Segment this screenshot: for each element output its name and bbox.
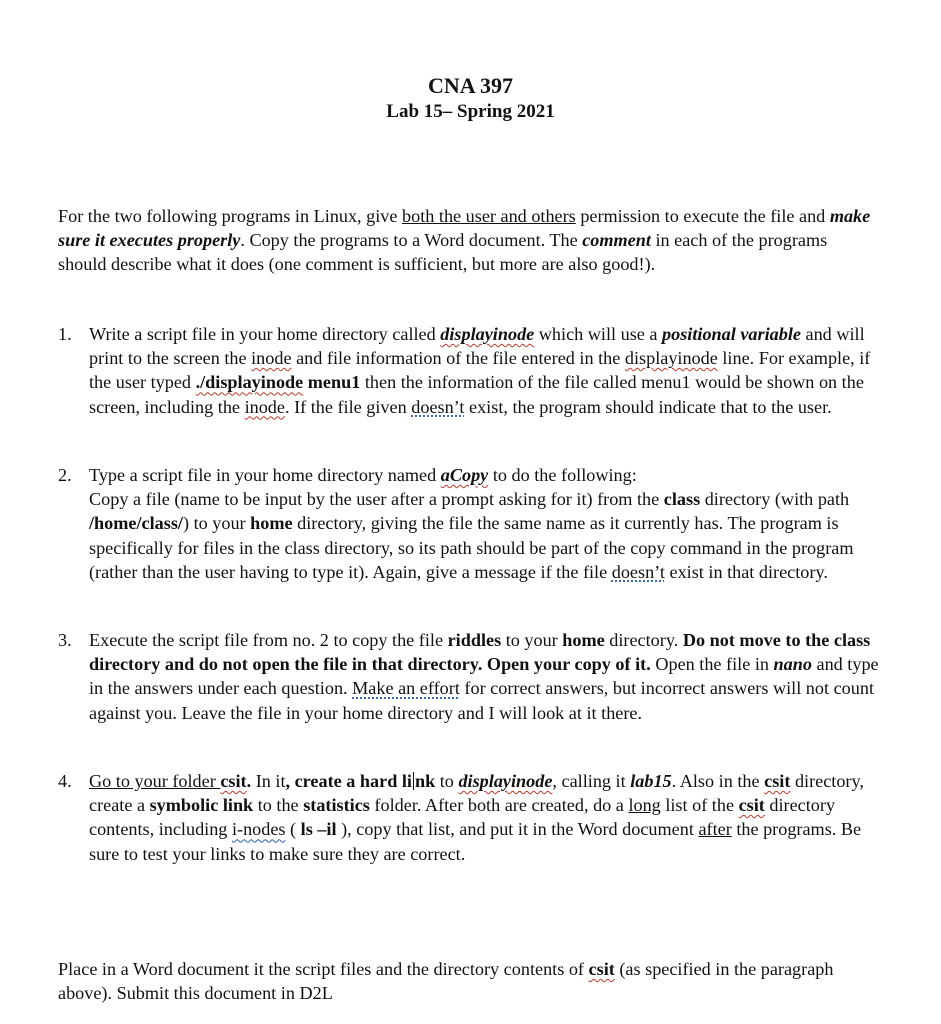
- intro-paragraph: [58, 204, 878, 277]
- intro-emphasis-text: comment: [582, 230, 651, 251]
- lab-title: Lab 15– Spring 2021: [386, 101, 555, 122]
- intro-underlined-text: both the user and others: [402, 206, 576, 226]
- list-number: 4.: [58, 771, 72, 791]
- intro-text: permission to execute the file and: [575, 206, 830, 226]
- list-number: 1.: [58, 324, 72, 344]
- list-item-text: Go to your folder csit. In it, create a hard li nk to displayinode, calling it lab15. Also in the csit directory, create a symbolic link to the statistics folder. After both are created, do a long list of the csit directory contents, including i-nodes ( ls –il ), copy that list, and put it in the Word document after the programs. Be sure to test your links to make sure they are correct.: [89, 771, 864, 864]
- list-item-text: Execute the script file from no. 2 to copy the file riddles to your home directory. Do not move to the class directory and do not open the file in that directory. Open your copy of it. Open the file in nano and type in the answers under each question. Make an effort for correct answers, but incorrect answers will not count against you. Leave the file in your home directory and I will look at it there.: [89, 630, 879, 723]
- list-item-text: Type a script file in your home directory named aCopy to do the following: Copy a file (name to be input by the user after a prompt asking for it) from the class directory (with path /home/class/) to your home directory, giving the file the same name as it currently has. The program is specifically for files in the class directory, so its path should be part of the copy command in the program (rather than the user having to type it). Again, give a message if the file doesn’t exist in that directory.: [89, 465, 854, 582]
- list-item-text: Write a script file in your home directory called displayinode which will use a positional variable and will print to the screen the inode and file information of the file entered in the displayinode line. For example, if the user typed ./displayinode menu1 then the information of the file called menu1 would be shown on the screen, including the inode. If the file given doesn’t exist, the program should indicate that to the user.: [89, 324, 871, 417]
- footer-paragraph: Place in a Word document it the script files and the directory contents of csit (as specified in the paragraph above). Submit this document in D2L: [58, 959, 834, 1004]
- text-cursor: [413, 772, 414, 790]
- intro-text: . Copy the programs to a Word document. The: [240, 230, 583, 251]
- list-number: 3.: [58, 630, 72, 650]
- intro-text: For the two following programs in Linux, give: [58, 206, 403, 226]
- intro-emphasis-text: make sure it executes properly: [58, 206, 871, 251]
- intro-text: in each of the programs should describe what it does (one comment is sufficient, but more are also good!).: [58, 230, 828, 275]
- course-title: CNA 397: [428, 73, 513, 98]
- list-number: 2.: [58, 465, 72, 485]
